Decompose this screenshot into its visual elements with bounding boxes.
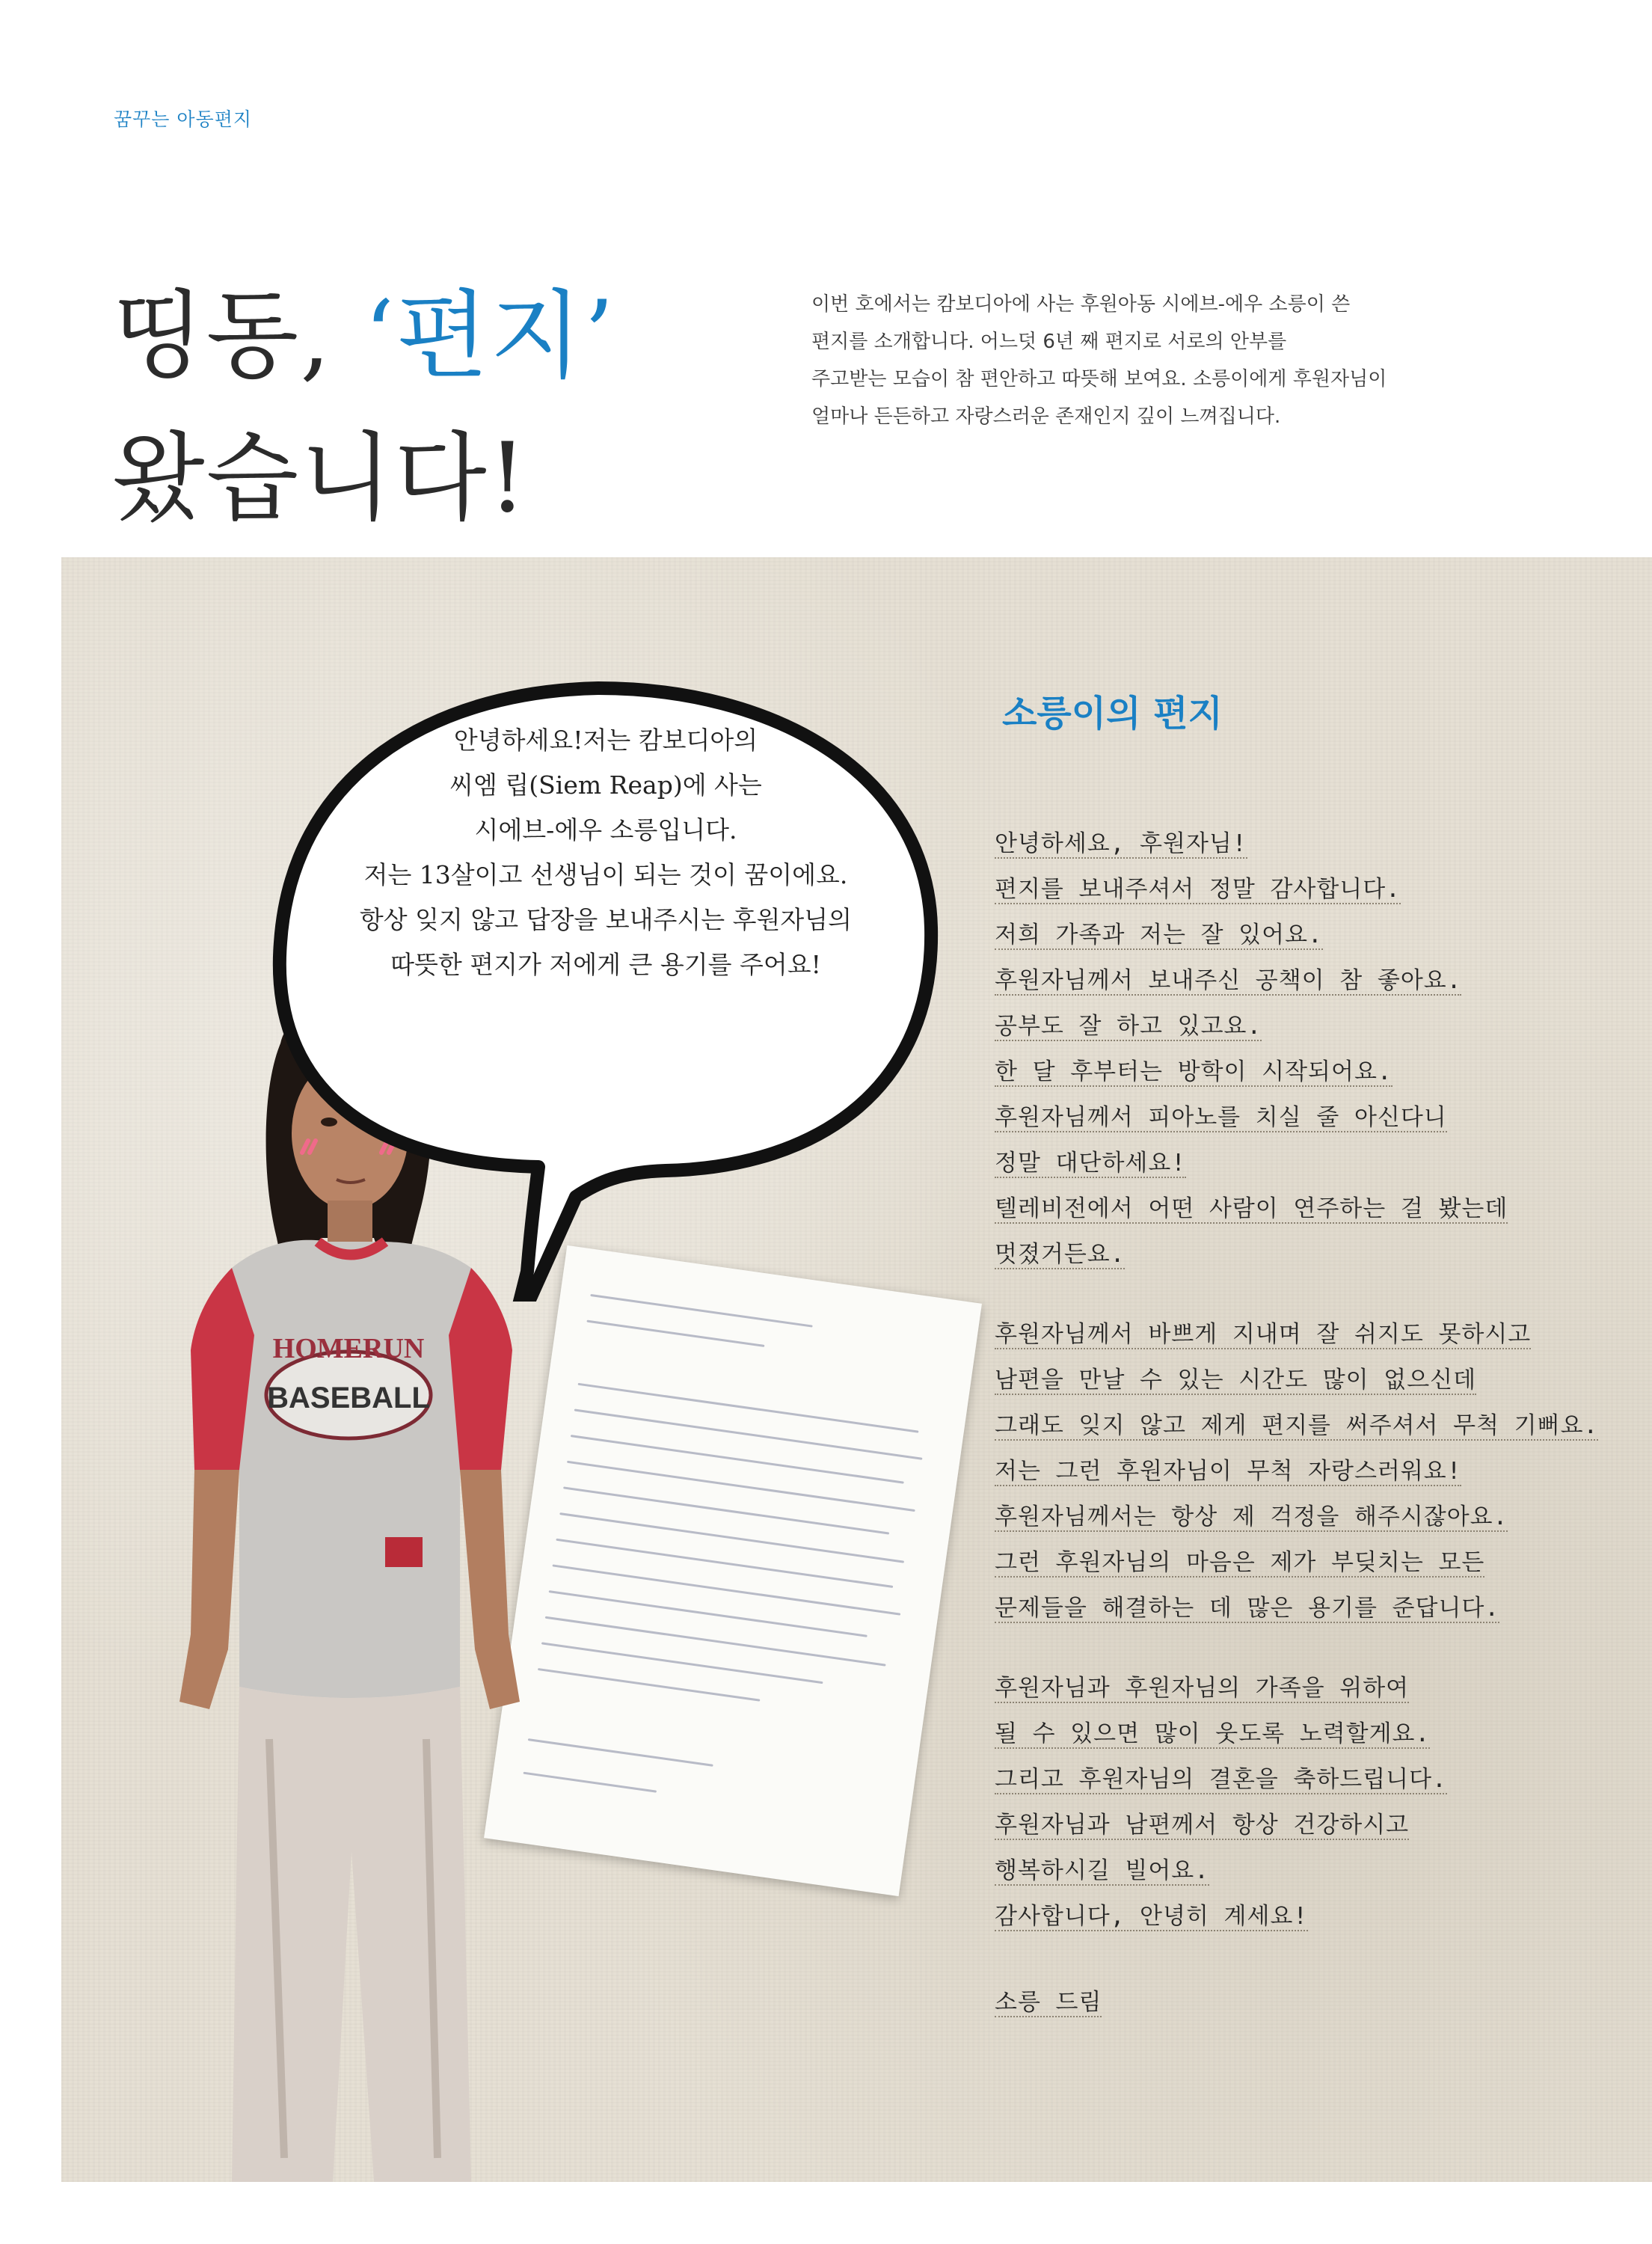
shirt-tag	[385, 1537, 423, 1567]
handwriting-line	[574, 1408, 923, 1459]
letter-line: 후원자님께서는 항상 제 걱정을 해주시잖아요.	[995, 1497, 1508, 1532]
letter-line: 후원자님과 남편께서 항상 건강하시고	[995, 1806, 1409, 1840]
letter-line: 정말 대단하세요!	[995, 1144, 1186, 1178]
letter-line: 한 달 후부터는 방학이 시작되어요.	[995, 1052, 1392, 1087]
section-label: 꿈꾸는 아동편지	[114, 108, 252, 130]
shirt-text-bottom: BASEBALL	[267, 1382, 430, 1414]
handwriting-line	[578, 1383, 919, 1433]
letter-heading: 소릉이의 편지	[1002, 693, 1223, 735]
letter-line: 공부도 잘 하고 있고요.	[995, 1007, 1262, 1041]
bubble-line: 시에브-에우 소릉입니다.	[474, 815, 737, 844]
intro-text	[811, 286, 1567, 435]
title-line-1	[112, 266, 615, 408]
speech-bubble-text	[295, 718, 916, 987]
bubble-line: 따뜻한 편지가 저에게 큰 용기를 주어요!	[390, 950, 821, 979]
page-title	[112, 266, 615, 550]
paragraph-gap	[995, 1281, 1608, 1315]
bubble-line: 저는 13살이고 선생님이 되는 것이 꿈이에요.	[363, 860, 848, 889]
intro-line: 이번 호에서는 캄보디아에 사는 후원아동 시에브-에우 소릉이 쓴	[811, 293, 1351, 316]
title-accent: ‘편지’	[363, 280, 616, 392]
letter-line: 후원자님께서 보내주신 공책이 참 좋아요.	[995, 961, 1461, 996]
letter-line: 텔레비전에서 어떤 사람이 연주하는 걸 봤는데	[995, 1189, 1508, 1224]
bubble-line: 항상 잊지 않고 답장을 보내주시는 후원자님의	[359, 905, 853, 934]
letter-line: 후원자님과 후원자님의 가족을 위하여	[995, 1669, 1409, 1703]
bubble-line: 안녕하세요!저는 캄보디아의	[453, 726, 758, 755]
handwriting-line	[586, 1320, 764, 1347]
bubble-line: 씨엠 립(Siem Reap)에 사는	[449, 770, 762, 800]
letter-line: 감사합니다, 안녕히 계세요!	[995, 1897, 1308, 1931]
paragraph-gap	[995, 1634, 1608, 1669]
letter-line: 그런 후원자님의 마음은 제가 부딪치는 모든	[995, 1543, 1484, 1578]
letter-line: 안녕하세요, 후원자님!	[995, 824, 1247, 859]
paragraph-gap	[995, 1943, 1608, 1983]
letter-line: 저희 가족과 저는 잘 있어요.	[995, 916, 1323, 950]
handwriting-line	[567, 1461, 915, 1512]
intro-line: 편지를 소개합니다. 어느덧 6년 째 편지로 서로의 안부를	[811, 331, 1287, 353]
shirt-text-top: HOMERUN	[272, 1333, 425, 1364]
letter-line: 남편을 만날 수 있는 시간도 많이 없으신데	[995, 1361, 1476, 1395]
letter-line: 될 수 있으면 많이 웃도록 노력할게요.	[995, 1714, 1430, 1749]
intro-line: 얼마나 든든하고 자랑스러운 존재인지 깊이 느껴집니다.	[811, 405, 1281, 428]
title-text: 띵동,	[112, 280, 364, 392]
handwriting-line	[571, 1435, 904, 1484]
letter-line: 그래도 잊지 않고 제게 편지를 써주셔서 무척 기뻐요.	[995, 1406, 1598, 1441]
letter-line: 문제들을 해결하는 데 많은 용기를 준답니다.	[995, 1589, 1499, 1623]
letter-line: 멋졌거든요.	[995, 1235, 1125, 1269]
letter-line: 편지를 보내주셔서 정말 감사합니다.	[995, 870, 1401, 904]
letter-line: 그리고 후원자님의 결혼을 축하드립니다.	[995, 1760, 1447, 1794]
letter-line: 저는 그런 후원자님이 무척 자랑스러워요!	[995, 1452, 1461, 1486]
title-line-2: 왔습니다!	[112, 423, 529, 534]
intro-line: 주고받는 모습이 참 편안하고 따뜻해 보여요. 소릉이에게 후원자님이	[811, 368, 1387, 390]
right-arm	[460, 1470, 520, 1709]
letter-body	[995, 824, 1608, 2029]
letter-line: 행복하시길 빌어요.	[995, 1851, 1209, 1886]
letter-line: 후원자님께서 피아노를 치실 줄 아신다니	[995, 1098, 1447, 1132]
letter-signature: 소릉 드림	[995, 1983, 1102, 2017]
left-arm	[179, 1470, 239, 1709]
letter-line: 후원자님께서 바쁘게 지내며 잘 쉬지도 못하시고	[995, 1315, 1531, 1349]
